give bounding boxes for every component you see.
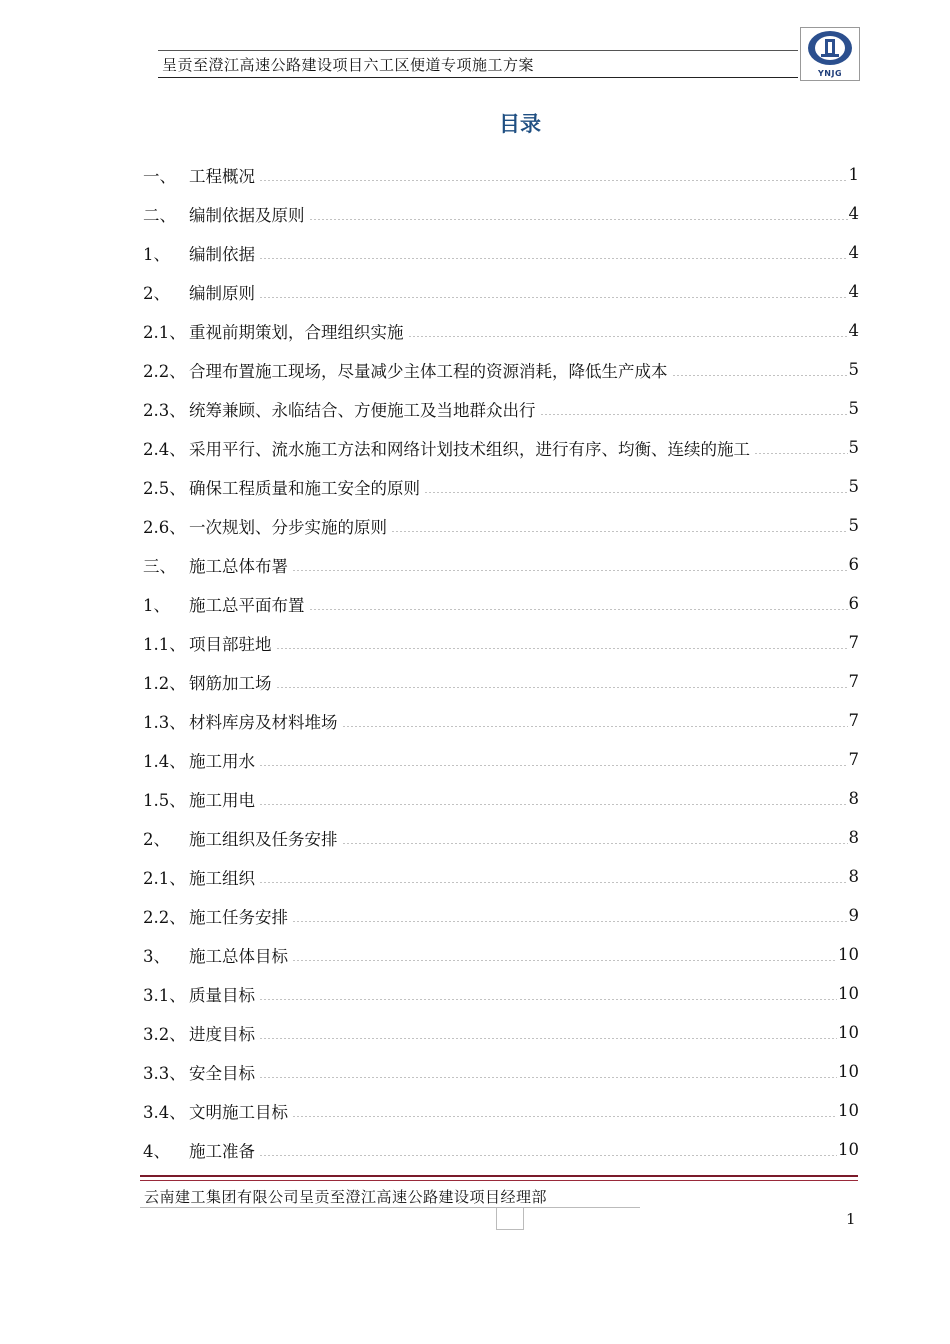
- toc-leader-dots: [754, 453, 848, 454]
- toc-entry-page: 4: [848, 321, 859, 340]
- toc-entry-number: 1.5、: [143, 790, 186, 810]
- toc-entry-text: 施工组织: [189, 868, 255, 888]
- toc-leader-dots: [276, 687, 848, 688]
- toc-title: 目录: [499, 112, 541, 136]
- toc-entry-text: 编制依据: [189, 244, 255, 264]
- toc-entry-number: 3、: [143, 946, 170, 966]
- toc-leader-dots: [259, 258, 848, 259]
- toc-entry-text: 合理布置施工现场，尽量减少主体工程的资源消耗，降低生产成本: [189, 361, 668, 381]
- toc-leader-dots: [342, 726, 848, 727]
- toc-leader-dots: [259, 999, 837, 1000]
- toc-entry-number: 1.4、: [143, 751, 186, 771]
- toc-entry[interactable]: [143, 350, 859, 389]
- page-header: [158, 50, 798, 78]
- toc-entry[interactable]: [143, 1091, 859, 1130]
- toc-entry-number: 1.3、: [143, 712, 186, 732]
- toc-entry[interactable]: [143, 428, 859, 467]
- toc-leader-dots: [342, 843, 848, 844]
- logo-text: YNJG: [817, 69, 843, 78]
- footer-rule-thin: [140, 1180, 858, 1181]
- toc-entry-page: 7: [848, 711, 859, 730]
- toc-entry-number: 3.4、: [143, 1102, 186, 1122]
- toc-entry-number: 3.1、: [143, 985, 186, 1005]
- page-number: 1: [846, 1210, 856, 1228]
- toc-leader-dots: [292, 960, 837, 961]
- toc-entry-number: 2.4、: [143, 439, 186, 459]
- toc-entry-number: 1、: [143, 595, 170, 615]
- toc-entry-text: 项目部驻地: [189, 634, 272, 654]
- toc-entry[interactable]: [143, 584, 859, 623]
- toc-entry-number: 2、: [143, 829, 170, 849]
- toc-entry-number: 1、: [143, 244, 170, 264]
- toc-entry-page: 10: [838, 984, 859, 1003]
- page-box: [496, 1207, 524, 1230]
- toc-leader-dots: [259, 882, 848, 883]
- toc-entry[interactable]: [143, 779, 859, 818]
- toc-leader-dots: [292, 570, 848, 571]
- toc-entry-page: 6: [848, 555, 859, 574]
- toc-entry-number: 2.1、: [143, 868, 186, 888]
- toc-entry-page: 10: [838, 1062, 859, 1081]
- toc-entry-text: 安全目标: [189, 1063, 255, 1083]
- toc-leader-dots: [276, 648, 848, 649]
- toc-entry-page: 4: [848, 243, 859, 262]
- toc-entry-text: 一次规划、分步实施的原则: [189, 517, 387, 537]
- toc-entry-text: 采用平行、流水施工方法和网络计划技术组织，进行有序、均衡、连续的施工: [189, 439, 750, 459]
- logo-emblem-icon: [801, 28, 859, 68]
- toc-entry[interactable]: [143, 506, 859, 545]
- footer-rule-thick: [140, 1175, 858, 1177]
- toc-entry-text: 统筹兼顾、永临结合、方便施工及当地群众出行: [189, 400, 536, 420]
- toc-entry-page: 8: [848, 789, 859, 808]
- toc-leader-dots: [259, 1155, 837, 1156]
- toc-entry[interactable]: [143, 1130, 859, 1169]
- toc-entry-page: 5: [848, 477, 859, 496]
- footer-underline: [140, 1207, 640, 1208]
- toc-entry[interactable]: [143, 662, 859, 701]
- toc-entry-text: 文明施工目标: [189, 1102, 288, 1122]
- toc-entry-page: 7: [848, 633, 859, 652]
- toc-entry-number: 4、: [143, 1141, 170, 1161]
- toc-entry-number: 3.3、: [143, 1063, 186, 1083]
- toc-entry-number: 3.2、: [143, 1024, 186, 1044]
- toc-entry[interactable]: [143, 1052, 859, 1091]
- toc-entry-page: 4: [848, 204, 859, 223]
- toc-entry-text: 编制依据及原则: [189, 205, 305, 225]
- toc-leader-dots: [672, 375, 848, 376]
- toc-entry-number: 2.3、: [143, 400, 186, 420]
- toc-entry[interactable]: [143, 194, 859, 233]
- toc-entry-page: 5: [848, 438, 859, 457]
- toc-entry-text: 施工用水: [189, 751, 255, 771]
- toc-entry[interactable]: [143, 389, 859, 428]
- toc-leader-dots: [309, 219, 848, 220]
- toc-entry-text: 钢筋加工场: [189, 673, 272, 693]
- toc-entry-text: 重视前期策划，合理组织实施: [189, 322, 404, 342]
- toc-entry-page: 5: [848, 399, 859, 418]
- toc-entry[interactable]: [143, 818, 859, 857]
- toc-entry-text: 确保工程质量和施工安全的原则: [189, 478, 420, 498]
- toc-entry-number: 一、: [143, 166, 176, 186]
- toc-entry-page: 8: [848, 867, 859, 886]
- toc-entry-page: 1: [848, 165, 859, 184]
- toc-entry-text: 施工组织及任务安排: [189, 829, 338, 849]
- toc-entry-page: 10: [838, 1140, 859, 1159]
- toc-entry-page: 7: [848, 672, 859, 691]
- toc-entry-page: 8: [848, 828, 859, 847]
- toc-leader-dots: [259, 1038, 837, 1039]
- toc-entry-text: 进度目标: [189, 1024, 255, 1044]
- toc-entry[interactable]: [143, 272, 859, 311]
- toc-entry-number: 2.2、: [143, 907, 186, 927]
- toc-leader-dots: [540, 414, 848, 415]
- toc-entry-text: 质量目标: [189, 985, 255, 1005]
- toc-entry-page: 7: [848, 750, 859, 769]
- footer-organization: 云南建工集团有限公司呈贡至澄江高速公路建设项目经理部: [144, 1188, 548, 1206]
- toc-leader-dots: [259, 180, 848, 181]
- toc-entry-number: 2、: [143, 283, 170, 303]
- toc-entry-text: 编制原则: [189, 283, 255, 303]
- toc-entry-text: 施工准备: [189, 1141, 255, 1161]
- toc-entry-number: 2.2、: [143, 361, 186, 381]
- toc-leader-dots: [259, 804, 848, 805]
- toc-leader-dots: [292, 1116, 837, 1117]
- toc-leader-dots: [259, 1077, 837, 1078]
- toc-entry[interactable]: [143, 935, 859, 974]
- toc-entry-number: 2.6、: [143, 517, 186, 537]
- toc-leader-dots: [424, 492, 848, 493]
- toc-entry[interactable]: [143, 623, 859, 662]
- toc-entry-number: 2.1、: [143, 322, 186, 342]
- toc-entry-text: 施工总体目标: [189, 946, 288, 966]
- toc-entry-page: 9: [848, 906, 859, 925]
- toc-list: [143, 155, 859, 1169]
- toc-entry-page: 5: [848, 516, 859, 535]
- toc-leader-dots: [408, 336, 848, 337]
- toc-entry-text: 施工总体布署: [189, 556, 288, 576]
- toc-entry[interactable]: [143, 545, 859, 584]
- header-title: 呈贡至澄江高速公路建设项目六工区便道专项施工方案: [162, 56, 535, 74]
- toc-entry[interactable]: [143, 740, 859, 779]
- toc-entry-page: 5: [848, 360, 859, 379]
- toc-entry-page: 10: [838, 945, 859, 964]
- toc-entry[interactable]: [143, 233, 859, 272]
- toc-leader-dots: [259, 297, 848, 298]
- toc-entry-text: 材料库房及材料堆场: [189, 712, 338, 732]
- toc-entry-number: 1.1、: [143, 634, 186, 654]
- toc-entry-page: 6: [848, 594, 859, 613]
- toc-leader-dots: [309, 609, 848, 610]
- toc-entry-text: 施工任务安排: [189, 907, 288, 927]
- toc-entry-number: 2.5、: [143, 478, 186, 498]
- toc-entry-text: 工程概况: [189, 166, 255, 186]
- toc-entry[interactable]: [143, 857, 859, 896]
- company-logo: [800, 27, 860, 81]
- toc-entry[interactable]: [143, 155, 859, 194]
- toc-entry[interactable]: [143, 701, 859, 740]
- toc-entry[interactable]: [143, 311, 859, 350]
- toc-entry-number: 三、: [143, 556, 176, 576]
- toc-leader-dots: [259, 765, 848, 766]
- toc-entry-number: 二、: [143, 205, 176, 225]
- toc-entry[interactable]: [143, 467, 859, 506]
- toc-entry-number: 1.2、: [143, 673, 186, 693]
- toc-leader-dots: [292, 921, 848, 922]
- toc-entry-page: 10: [838, 1023, 859, 1042]
- toc-entry-text: 施工用电: [189, 790, 255, 810]
- toc-entry-page: 4: [848, 282, 859, 301]
- toc-entry[interactable]: [143, 1013, 859, 1052]
- toc-entry-page: 10: [838, 1101, 859, 1120]
- toc-entry[interactable]: [143, 974, 859, 1013]
- toc-leader-dots: [391, 531, 848, 532]
- toc-entry-text: 施工总平面布置: [189, 595, 305, 615]
- toc-entry[interactable]: [143, 896, 859, 935]
